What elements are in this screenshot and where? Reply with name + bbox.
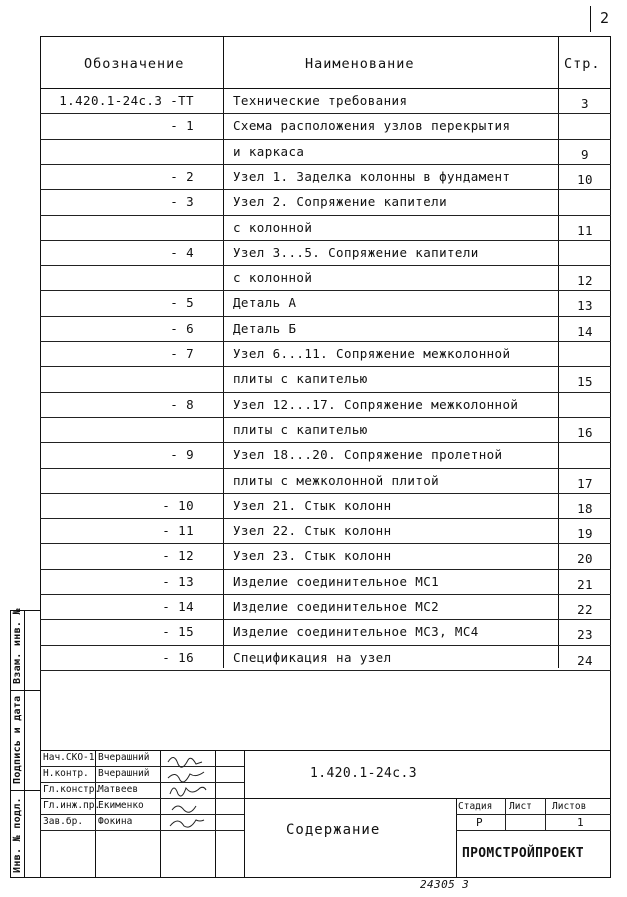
sheet-number: 2	[600, 9, 610, 27]
stage-label: Стадия	[458, 801, 493, 812]
row-separator	[40, 366, 611, 367]
row-name: плиты с капителью	[233, 371, 368, 387]
stage-header-line	[456, 814, 611, 815]
row-name: Изделие соединительное МС3, МС4	[233, 624, 479, 640]
header-bottom-line	[40, 88, 611, 89]
row-designation: - 15	[162, 624, 194, 640]
row-separator	[40, 468, 611, 469]
row-separator	[40, 392, 611, 393]
signature-name: Екименко	[98, 800, 144, 811]
signature-role: Н.контр.	[43, 768, 89, 779]
row-separator	[40, 290, 611, 291]
frame-top	[40, 36, 611, 37]
row-page: 17	[577, 475, 593, 491]
row-designation: - 7	[170, 346, 194, 361]
row-name: с колонной	[233, 219, 313, 235]
row-designation: - 9	[170, 447, 194, 463]
row-name: Узел 1. Заделка колонны в фундамент	[233, 168, 511, 184]
row-page: 13	[577, 298, 593, 314]
row-page: 9	[581, 146, 589, 162]
row-name: Узел 12...17. Сопряжение межколонной	[233, 396, 519, 412]
row-separator	[40, 215, 611, 216]
row-designation: - 13	[162, 573, 194, 589]
row-separator	[40, 442, 611, 443]
sheet-label: Лист	[509, 801, 532, 812]
row-name: плиты с межколонной плитой	[233, 472, 440, 488]
row-separator	[40, 594, 611, 595]
signature-name: Матвеев	[98, 784, 139, 795]
signature-scribbles	[162, 750, 216, 832]
row-name: Узел 18...20. Сопряжение пролетной	[233, 447, 503, 463]
row-designation: - 14	[162, 599, 194, 614]
row-separator	[40, 569, 611, 570]
row-page: 22	[577, 602, 593, 617]
stage-value: Р	[476, 816, 484, 829]
stage-divider-1	[505, 798, 506, 830]
side-strip-inner	[24, 610, 25, 878]
organization-name: ПРОМСТРОЙПРОЕКТ	[462, 846, 584, 861]
row-name: и каркаса	[233, 143, 305, 159]
row-name: Деталь А	[233, 295, 297, 311]
row-page: 15	[577, 374, 593, 390]
row-designation: - 16	[162, 649, 194, 665]
side-label-replaced-inv-no: Взам. инв. №	[12, 608, 23, 684]
row-separator	[40, 543, 611, 544]
side-label-inv-no: Инв. № подл.	[12, 797, 23, 873]
document-code: 1.420.1-24с.3	[310, 766, 417, 781]
row-name: с колонной	[233, 270, 313, 286]
row-separator	[40, 493, 611, 494]
row-page: 10	[577, 171, 593, 187]
row-name: Узел 6...11. Сопряжение межколонной	[233, 346, 511, 361]
row-page: 19	[577, 526, 593, 542]
title-block-stage-divider	[456, 798, 457, 878]
row-page: 3	[581, 96, 589, 111]
row-name: Изделие соединительное МС2	[233, 599, 440, 614]
sheet-number-box-border	[590, 6, 591, 32]
sheets-label: Листов	[552, 801, 587, 812]
signature-name: Вчерашний	[98, 752, 150, 763]
row-separator	[40, 240, 611, 241]
signature-role: Нач.СКО-1	[43, 752, 95, 763]
row-separator	[40, 113, 611, 114]
signature-name: Вчерашний	[98, 768, 150, 779]
row-name: Изделие соединительное МС1	[233, 573, 440, 589]
row-designation: - 12	[162, 548, 194, 564]
side-strip-divider-2	[10, 790, 40, 791]
row-designation: - 4	[170, 244, 194, 260]
signature-role: Зав.бр.	[43, 816, 84, 827]
stage-divider-2	[545, 798, 546, 830]
row-separator	[40, 139, 611, 140]
side-label-signature-date: Подпись и дата	[12, 695, 23, 784]
signature-role: Гл.констр.	[43, 784, 101, 795]
row-name: плиты с капителью	[233, 421, 368, 437]
column-header-name: Наименование	[305, 56, 415, 72]
row-page: 18	[577, 500, 593, 516]
row-page: 12	[577, 273, 593, 289]
signature-role: Гл.инж.пр.	[43, 800, 101, 811]
row-name: Узел 2. Сопряжение капители	[233, 194, 447, 210]
row-separator	[40, 417, 611, 418]
column-divider-2	[558, 36, 559, 668]
column-header-page: Стр.	[564, 56, 601, 72]
row-separator	[40, 645, 611, 646]
column-header-designation: Обозначение	[84, 56, 185, 72]
row-separator	[40, 619, 611, 620]
row-name: Узел 22. Стык колонн	[233, 523, 392, 539]
signature-name: Фокина	[98, 816, 133, 827]
row-page: 11	[577, 222, 593, 238]
row-designation: - 5	[170, 295, 194, 311]
row-page: 21	[577, 576, 593, 592]
title-block-top	[40, 750, 611, 751]
row-name: Технические требования	[233, 93, 408, 108]
row-designation: - 10	[162, 497, 194, 513]
document-title: Содержание	[286, 822, 381, 838]
frame-right	[610, 36, 611, 878]
row-separator	[40, 341, 611, 342]
row-designation: 1.420.1-24с.3 -ТТ	[59, 93, 194, 108]
row-separator	[40, 265, 611, 266]
row-separator	[40, 518, 611, 519]
frame-bottom	[10, 877, 611, 878]
row-page: 23	[577, 627, 593, 643]
row-designation: - 11	[162, 523, 194, 539]
row-name: Узел 3...5. Сопряжение капители	[233, 244, 479, 260]
row-page: 14	[577, 323, 593, 339]
row-designation: - 8	[170, 396, 194, 412]
row-designation: - 1	[170, 118, 194, 134]
row-name: Узел 21. Стык колонн	[233, 497, 392, 513]
title-block-divider-main	[244, 750, 245, 878]
footer-number: 24305 3	[420, 878, 470, 891]
row-page: 16	[577, 424, 593, 440]
stage-value-line	[456, 830, 611, 831]
row-separator	[40, 670, 611, 671]
side-strip-outer	[10, 610, 11, 878]
row-separator	[40, 189, 611, 190]
row-designation: - 3	[170, 194, 194, 210]
row-name: Спецификация на узел	[233, 649, 392, 665]
row-name: Узел 23. Стык колонн	[233, 548, 392, 564]
row-name: Схема расположения узлов перекрытия	[233, 118, 511, 134]
row-page: 24	[577, 652, 593, 668]
row-page: 20	[577, 551, 593, 567]
row-designation: - 2	[170, 168, 194, 184]
column-divider-1	[223, 36, 224, 668]
side-strip-divider-1	[10, 690, 40, 691]
row-separator	[40, 164, 611, 165]
title-block-mid-line	[244, 798, 611, 799]
frame-left	[40, 36, 41, 878]
row-separator	[40, 316, 611, 317]
sheets-value: 1	[577, 816, 585, 829]
row-designation: - 6	[170, 320, 194, 336]
row-name: Деталь Б	[233, 320, 297, 336]
